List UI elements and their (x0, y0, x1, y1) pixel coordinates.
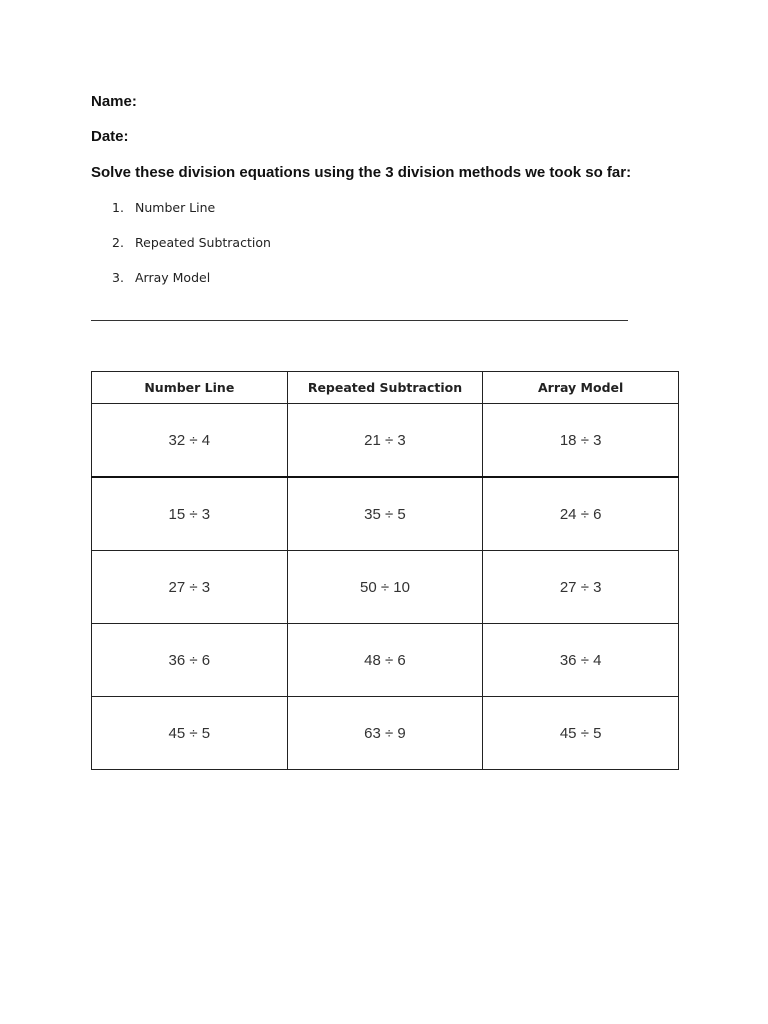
method-item (112, 234, 271, 269)
table-cell: 18 ÷ 3 (483, 404, 679, 478)
table-cell: 45 ÷ 5 (92, 697, 288, 770)
table-cell: 35 ÷ 5 (287, 477, 483, 551)
table-header-row (92, 372, 679, 404)
method-label: Number Line (135, 200, 216, 215)
table-cell: 48 ÷ 6 (287, 624, 483, 697)
table-row (92, 477, 679, 551)
table-cell: 36 ÷ 6 (92, 624, 288, 697)
table-row (92, 697, 679, 770)
table-cell: 15 ÷ 3 (92, 477, 288, 551)
method-label: Array Model (135, 270, 211, 285)
column-header-array-model: Array Model (483, 372, 679, 404)
table-cell: 27 ÷ 3 (483, 551, 679, 624)
name-label: Name: (91, 93, 137, 110)
table-cell: 36 ÷ 4 (483, 624, 679, 697)
instructions-text: Solve these division equations using the 3 division methods we took so far: (91, 164, 632, 181)
method-item (112, 269, 271, 304)
table-cell: 32 ÷ 4 (92, 404, 288, 478)
method-number: 3. (112, 270, 124, 285)
method-label: Repeated Subtraction (135, 235, 271, 250)
date-label: Date: (91, 128, 129, 145)
division-table (91, 371, 679, 770)
table-cell: 50 ÷ 10 (287, 551, 483, 624)
table-cell: 45 ÷ 5 (483, 697, 679, 770)
table-row (92, 624, 679, 697)
table-cell: 63 ÷ 9 (287, 697, 483, 770)
method-list (112, 199, 271, 304)
table-row (92, 551, 679, 624)
method-number: 1. (112, 200, 124, 215)
column-header-repeated-subtraction: Repeated Subtraction (287, 372, 483, 404)
method-item (112, 199, 271, 234)
table-cell: 27 ÷ 3 (92, 551, 288, 624)
table-row (92, 404, 679, 478)
column-header-number-line: Number Line (92, 372, 288, 404)
table-cell: 21 ÷ 3 (287, 404, 483, 478)
answer-line-divider (91, 320, 628, 321)
table-cell: 24 ÷ 6 (483, 477, 679, 551)
method-number: 2. (112, 235, 124, 250)
